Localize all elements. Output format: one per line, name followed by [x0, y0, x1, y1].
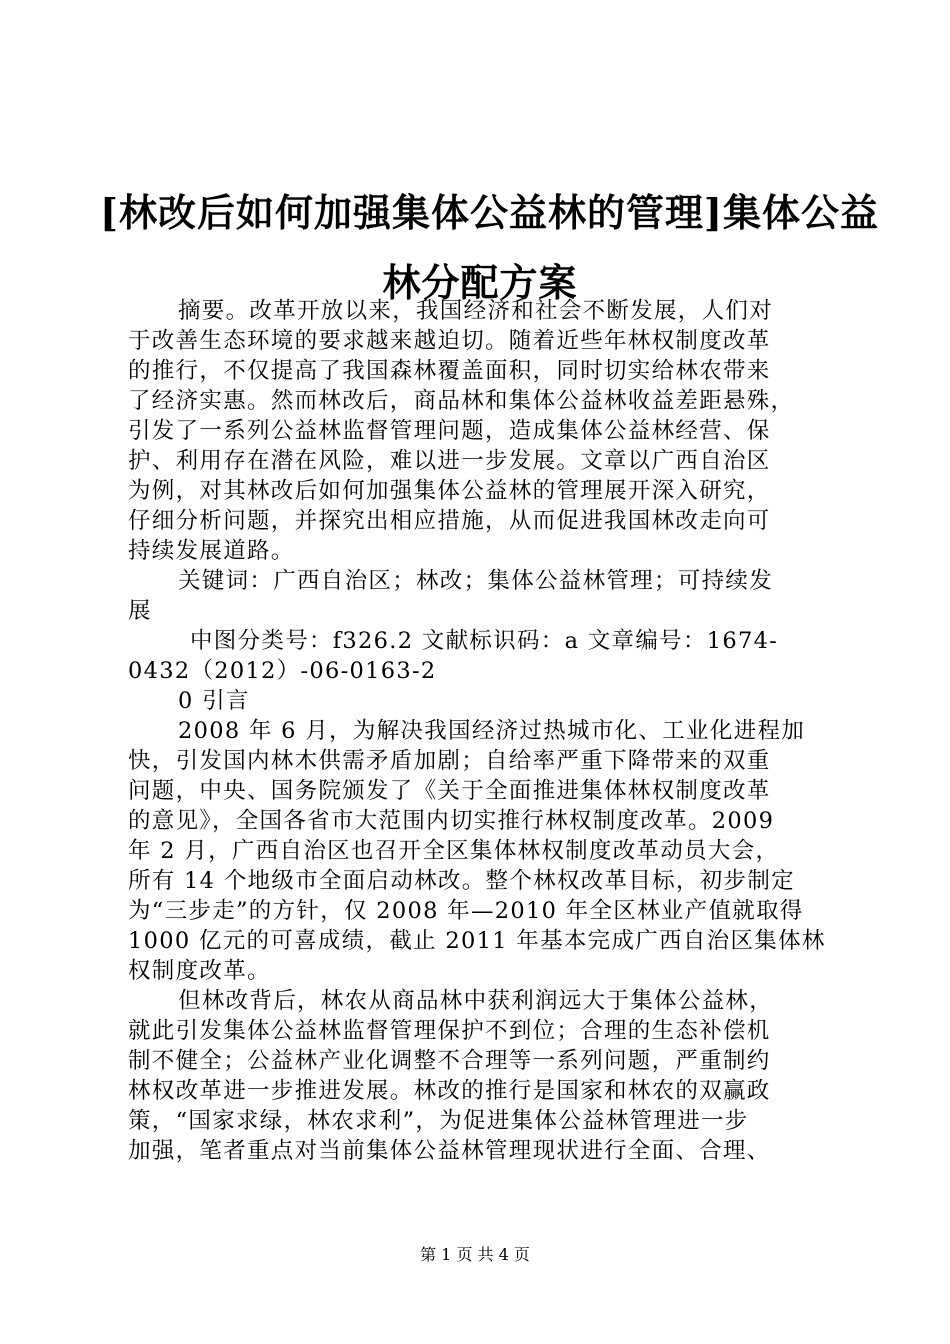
keywords-line: 展: [128, 598, 152, 624]
abstract-line: 仔细分析问题，并探究出相应措施，从而促进我国林改走向可: [128, 508, 771, 534]
title-line: [林改后如何加强集体公益林的管理]集体公益: [100, 190, 879, 235]
paragraph-line: 加强，笔者重点对当前集体公益林管理现状进行全面、合理、: [128, 1138, 771, 1164]
classification-line: 中图分类号：f326.2 文献标识码：a 文章编号：1674-: [190, 628, 779, 654]
abstract-line: 为例，对其林改后如何加强集体公益林的管理展开深入研究，: [128, 478, 771, 504]
paragraph-line: 为“三步走”的方针，仅 2008 年—2010 年全区林业产值就取得: [128, 898, 804, 924]
abstract-line: 的推行，不仅提高了我国森林覆盖面积，同时切实给林农带来: [128, 358, 771, 384]
keywords-line: 关键词：广西自治区；林改；集体公益林管理；可持续发: [178, 568, 774, 594]
paragraph-line: 策，“国家求绿，林农求利”，为促进集体公益林管理进一步: [128, 1108, 749, 1134]
abstract-line: 护、利用存在潜在风险，难以进一步发展。文章以广西自治区: [128, 448, 771, 474]
classification-line: 0432（2012）-06-0163-2: [128, 658, 437, 684]
paragraph-line: 问题，中央、国务院颁发了《关于全面推进集体林权制度改革: [128, 778, 771, 804]
abstract-line: 摘要。改革开放以来，我国经济和社会不断发展，人们对: [178, 298, 774, 324]
abstract-line: 了经济实惠。然而林改后，商品林和集体公益林收益差距悬殊，: [128, 388, 795, 414]
paragraph-line: 1000 亿元的可喜成绩，截止 2011 年基本完成广西自治区集体林: [128, 928, 826, 954]
paragraph-line: 2008 年 6 月，为解决我国经济过热城市化、工业化进程加: [178, 718, 806, 744]
paragraph-line: 制不健全；公益林产业化调整不合理等一系列问题，严重制约: [128, 1048, 771, 1074]
abstract-line: 持续发展道路。: [128, 538, 295, 564]
page-footer: 第 1 页 共 4 页: [420, 1245, 530, 1264]
paragraph-line: 但林改背后，林农从商品林中获利润远大于集体公益林，: [178, 988, 774, 1014]
document-body: [128, 296, 840, 1166]
abstract-line: 引发了一系列公益林监督管理问题，造成集体公益林经营、保: [128, 418, 771, 444]
paragraph-line: 林权改革进一步推进发展。林改的推行是国家和林农的双赢政: [128, 1078, 771, 1104]
paragraph-line: 所有 14 个地级市全面启动林改。整个林权改革目标，初步制定: [128, 868, 795, 894]
paragraph-line: 快，引发国内林木供需矛盾加剧；自给率严重下降带来的双重: [128, 748, 771, 774]
section-heading: 0 引言: [178, 688, 250, 714]
paragraph-line: 就此引发集体公益林监督管理保护不到位；合理的生态补偿机: [128, 1018, 771, 1044]
paragraph-line: 年 2 月，广西自治区也召开全区集体林权制度改革动员大会，: [128, 838, 780, 864]
paragraph-line: 权制度改革。: [128, 958, 271, 984]
abstract-line: 于改善生态环境的要求越来越迫切。随着近些年林权制度改革: [128, 328, 771, 354]
title-line: 林分配方案: [382, 260, 578, 305]
paragraph-line: 的意见》，全国各省市大范围内切实推行林权制度改革。2009: [128, 808, 775, 834]
